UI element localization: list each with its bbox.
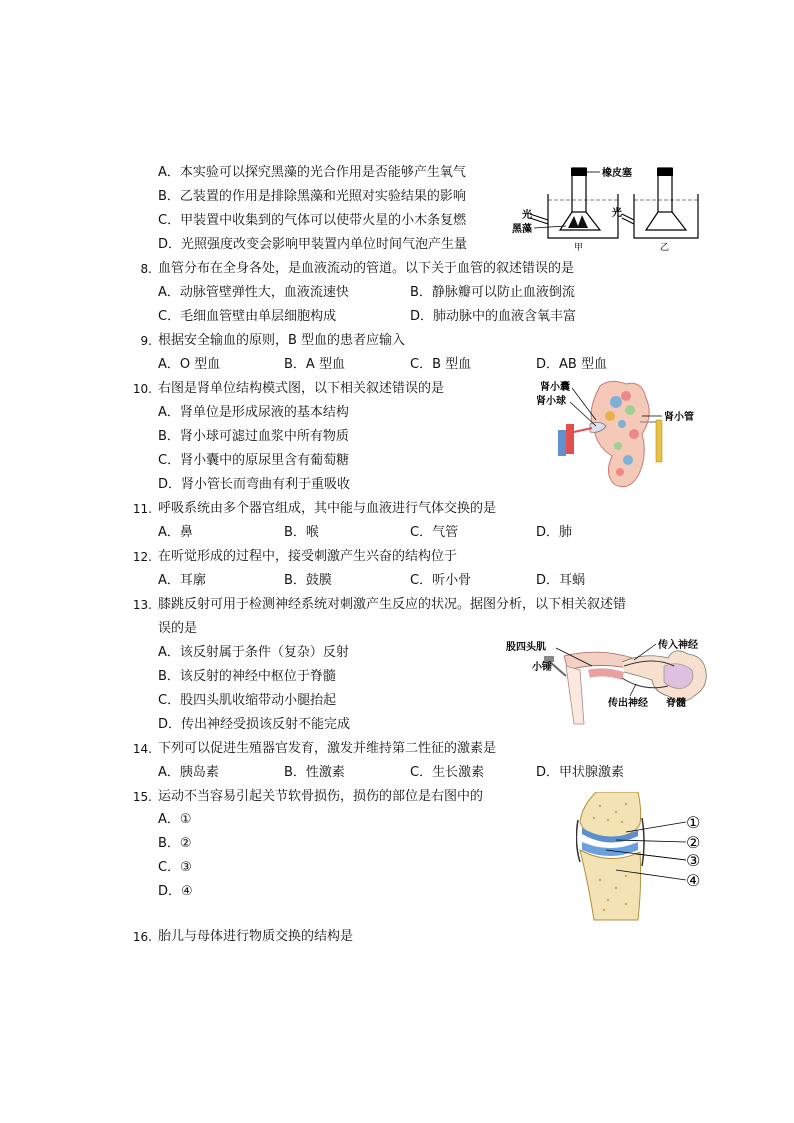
q13-stem-line1: 膝跳反射可用于检测神经系统对刺激产生反应的状况。据图分析，以下相关叙述错: [158, 597, 627, 612]
q9-option-d: D．AB 型血: [536, 357, 607, 372]
q8-option-d: D．肺动脉中的血液含氧丰富: [410, 309, 577, 324]
hammer-label: 小锤: [532, 662, 552, 673]
q14-number: 14.: [132, 742, 152, 756]
quadriceps-label: 股四头肌: [506, 642, 546, 653]
efferent-nerve-label: 传出神经: [608, 698, 648, 709]
q11-number: 11.: [132, 502, 152, 516]
q12-stem: 在听觉形成的过程中，接受刺激产生兴奋的结构位于: [158, 549, 458, 564]
nephron-figure: [530, 376, 710, 494]
q14-option-d: D．甲状腺激素: [536, 765, 625, 780]
q12-number: 12.: [132, 550, 152, 564]
q13-stem-line2: 误的是: [158, 621, 198, 636]
light-label-jia: 光: [522, 210, 532, 221]
device-jia-label: 甲: [574, 243, 584, 253]
marker-4: ④: [686, 871, 701, 890]
q12-option-d: D．耳蜗: [536, 573, 586, 588]
q14-stem: 下列可以促进生殖器官发育，激发并维持第二性征的激素是: [158, 741, 497, 756]
q13-option-d: D．传出神经受损该反射不能完成: [158, 717, 351, 732]
q9-stem: 根据安全输血的原则，B 型血的患者应输入: [158, 333, 406, 348]
q9-number: 9.: [140, 334, 152, 348]
q8-stem: 血管分布在全身各处，是血液流动的管道。以下关于血管的叙述错误的是: [158, 261, 575, 276]
q8-option-a: A．动脉管壁弹性大，血液流速快: [158, 285, 349, 300]
q11-option-c: C．气管: [410, 525, 459, 540]
q14-option-a: A．胰岛素: [158, 765, 219, 780]
marker-2: ②: [686, 833, 701, 852]
q14-option-b: B．性激素: [284, 765, 345, 780]
q16-stem: 胎儿与母体进行物质交换的结构是: [158, 929, 354, 944]
afferent-nerve-label: 传入神经: [658, 640, 698, 651]
q7-option-d: D．光照强度改变会影响甲装置内单位时间气泡产生量: [158, 237, 468, 252]
q8-option-b: B．静脉瓣可以防止血液倒流: [410, 285, 575, 300]
marker-1: ①: [686, 813, 701, 832]
renal-capsule-label: 肾小囊: [540, 382, 570, 393]
renal-tubule-label: 肾小管: [664, 412, 694, 423]
q15-stem: 运动不当容易引起关节软骨损伤，损伤的部位是右图中的: [158, 789, 484, 804]
q11-option-a: A．鼻: [158, 525, 193, 540]
q10-option-a: A．肾单位是形成尿液的基本结构: [158, 405, 349, 420]
marker-3: ③: [686, 851, 701, 870]
q7-option-a: A．本实验可以探究黑藻的光合作用是否能够产生氧气: [158, 165, 466, 180]
q13-number: 13.: [132, 598, 152, 612]
light-label-yi: 光: [612, 208, 622, 219]
algae-label: 黑藻: [512, 224, 532, 235]
q10-stem: 右图是肾单位结构模式图，以下相关叙述错误的是: [158, 381, 445, 396]
q9-option-b: B．A 型血: [284, 357, 345, 372]
q15-option-b: B．②: [158, 836, 192, 851]
algae-experiment-figure: [508, 160, 713, 260]
q10-number: 10.: [132, 382, 152, 396]
q7-option-b: B．乙装置的作用是排除黑藻和光照对实验结果的影响: [158, 189, 466, 204]
q10-option-b: B．肾小球可滤过血浆中所有物质: [158, 429, 349, 444]
q10-option-d: D．肾小管长而弯曲有利于重吸收: [158, 477, 351, 492]
spinal-cord-label: 脊髓: [666, 698, 686, 709]
q12-option-a: A．耳廓: [158, 573, 206, 588]
rubber-stopper-label: 橡皮塞: [602, 168, 632, 179]
q12-option-b: B．鼓膜: [284, 573, 332, 588]
knee-jerk-reflex-figure: [504, 636, 716, 730]
q9-option-c: C．B 型血: [410, 357, 472, 372]
q16-number: 16.: [132, 930, 152, 944]
q13-option-a: A．该反射属于条件（复杂）反射: [158, 645, 349, 660]
q8-number: 8.: [140, 262, 152, 276]
q9-option-a: A．O 型血: [158, 357, 221, 372]
q10-option-c: C．肾小囊中的原尿里含有葡萄糖: [158, 453, 350, 468]
q11-stem: 呼吸系统由多个器官组成，其中能与血液进行气体交换的是: [158, 501, 497, 516]
q12-option-c: C．听小骨: [410, 573, 472, 588]
q7-option-c: C．甲装置中收集到的气体可以使带火星的小木条复燃: [158, 213, 467, 228]
q13-option-c: C．股四头肌收缩带动小腿抬起: [158, 693, 337, 708]
q15-option-c: C．③: [158, 860, 192, 875]
q11-option-d: D．肺: [536, 525, 573, 540]
q13-option-b: B．该反射的神经中枢位于脊髓: [158, 669, 336, 684]
device-yi-label: 乙: [660, 243, 670, 253]
knee-joint-figure: [576, 792, 712, 922]
q8-option-c: C．毛细血管壁由单层细胞构成: [158, 309, 337, 324]
q15-number: 15.: [132, 790, 152, 804]
q14-option-c: C．生长激素: [410, 765, 485, 780]
q11-option-b: B．喉: [284, 525, 319, 540]
glomerulus-label: 肾小球: [536, 396, 566, 407]
q15-option-a: A．①: [158, 812, 192, 827]
q15-option-d: D．④: [158, 884, 193, 899]
